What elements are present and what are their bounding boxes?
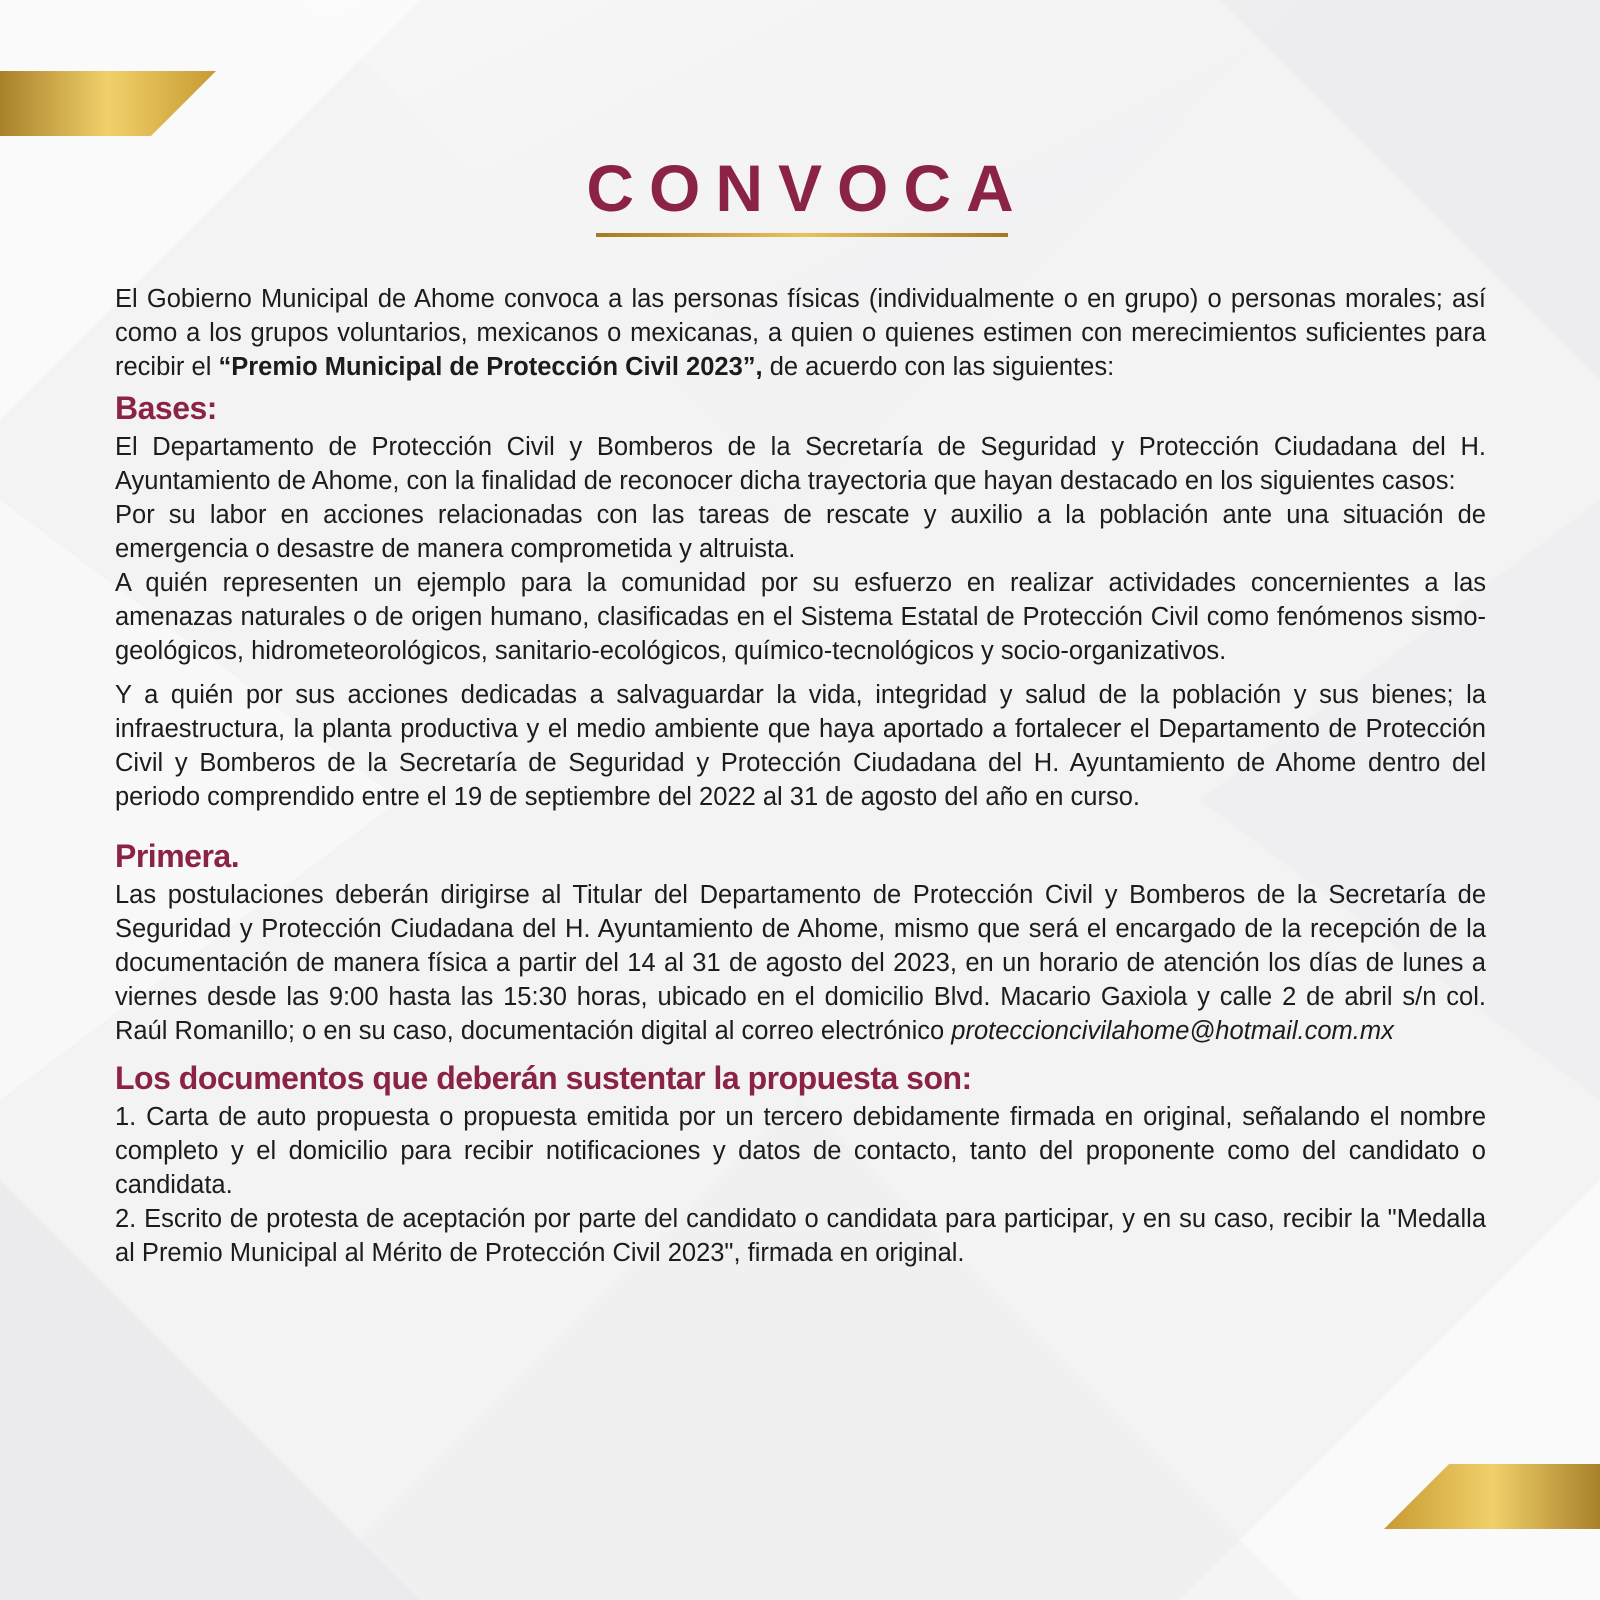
bases-paragraph-2: Por su labor en acciones relacionadas con las tareas de rescate y auxilio a la población ante una situación de emergencia o desastre de manera comprometida y altruista. xyxy=(115,501,1486,563)
gold-ribbon-bottom-right xyxy=(1384,1464,1600,1529)
intro-text-end: de acuerdo con las siguientes: xyxy=(762,353,1115,381)
documents-heading: Los documentos que deberán sustentar la propuesta son: xyxy=(115,1060,972,1096)
bases-heading: Bases: xyxy=(115,390,217,426)
contact-email: proteccioncivilahome@hotmail.com.mx xyxy=(951,1017,1394,1045)
document-item-2: 2. Escrito de protesta de aceptación por parte del candidato o candidata para participar, y en su caso, recibir la "Medalla al Premio Municipal al Mérito de Protección Civil 2023", firmada en original. xyxy=(115,1205,1486,1267)
primera-text: Las postulaciones deberán dirigirse al Titular del Departamento de Protección Civil y Bomberos de la Secretaría de Seguridad y Protección Ciudadana del H. Ayuntamiento de Ahome, mismo que será el encargado de la recepción de la documentación de manera física a partir del 14 al 31 de agosto del 2023, en un horario de atención los días de lunes a viernes desde las 9:00 hasta las 15:30 horas, ubicado en el domicilio Blvd. Macario Gaxiola y calle 2 de abril s/n col. Raúl Romanillo; o en su caso, documentación digital al correo electrónico xyxy=(115,881,1486,1045)
primera-heading: Primera. xyxy=(115,838,240,874)
bases-paragraph-4: Y a quién por sus acciones dedicadas a salvaguardar la vida, integridad y salud de la población y sus bienes; la infraestructura, la planta productiva y el medio ambiente que haya aportado a fortalecer el Departamento de Protección Civil y Bomberos de la Secretaría de Seguridad y Protección Ciudadana del H. Ayuntamiento de Ahome dentro del periodo comprendido entre el 19 de septiembre del 2022 al 31 de agosto del año en curso. xyxy=(115,681,1486,811)
intro-text: El Gobierno Municipal de Ahome convoca a las personas físicas (individualmente o en grupo) o personas morales; así como a los grupos voluntarios, mexicanos o mexicanas, a quien o quienes estimen con merecimientos suficientes para recibir el xyxy=(115,285,1486,381)
bases-paragraph-3: A quién representen un ejemplo para la comunidad por su esfuerzo en realizar actividades concernientes a las amenazas naturales o de origen humano, clasificadas en el Sistema Estatal de Protección Civil como fenómenos sismo-geológicos, hidrometeorológicos, sanitario-ecológicos, químico-tecnológicos y socio-organizativos. xyxy=(115,569,1486,665)
document-item-1: 1. Carta de auto propuesta o propuesta emitida por un tercero debidamente firmada en original, señalando el nombre completo y el domicilio para recibir notificaciones y datos de contacto, tanto del proponente como del candidato o candidata. xyxy=(115,1103,1486,1199)
title-underline xyxy=(596,233,1008,237)
document-body xyxy=(115,282,1486,1270)
bases-paragraph-1: El Departamento de Protección Civil y Bomberos de la Secretaría de Seguridad y Protección Ciudadana del H. Ayuntamiento de Ahome, con la finalidad de reconocer dicha trayectoria que hayan destacado en los siguientes casos: xyxy=(115,433,1486,495)
award-name: “Premio Municipal de Protección Civil 2023”, xyxy=(218,353,763,381)
page-title: CONVOCA xyxy=(586,151,1029,225)
intro-paragraph xyxy=(115,282,1486,384)
gold-ribbon-top-left xyxy=(0,71,216,136)
primera-paragraph xyxy=(115,878,1486,1048)
